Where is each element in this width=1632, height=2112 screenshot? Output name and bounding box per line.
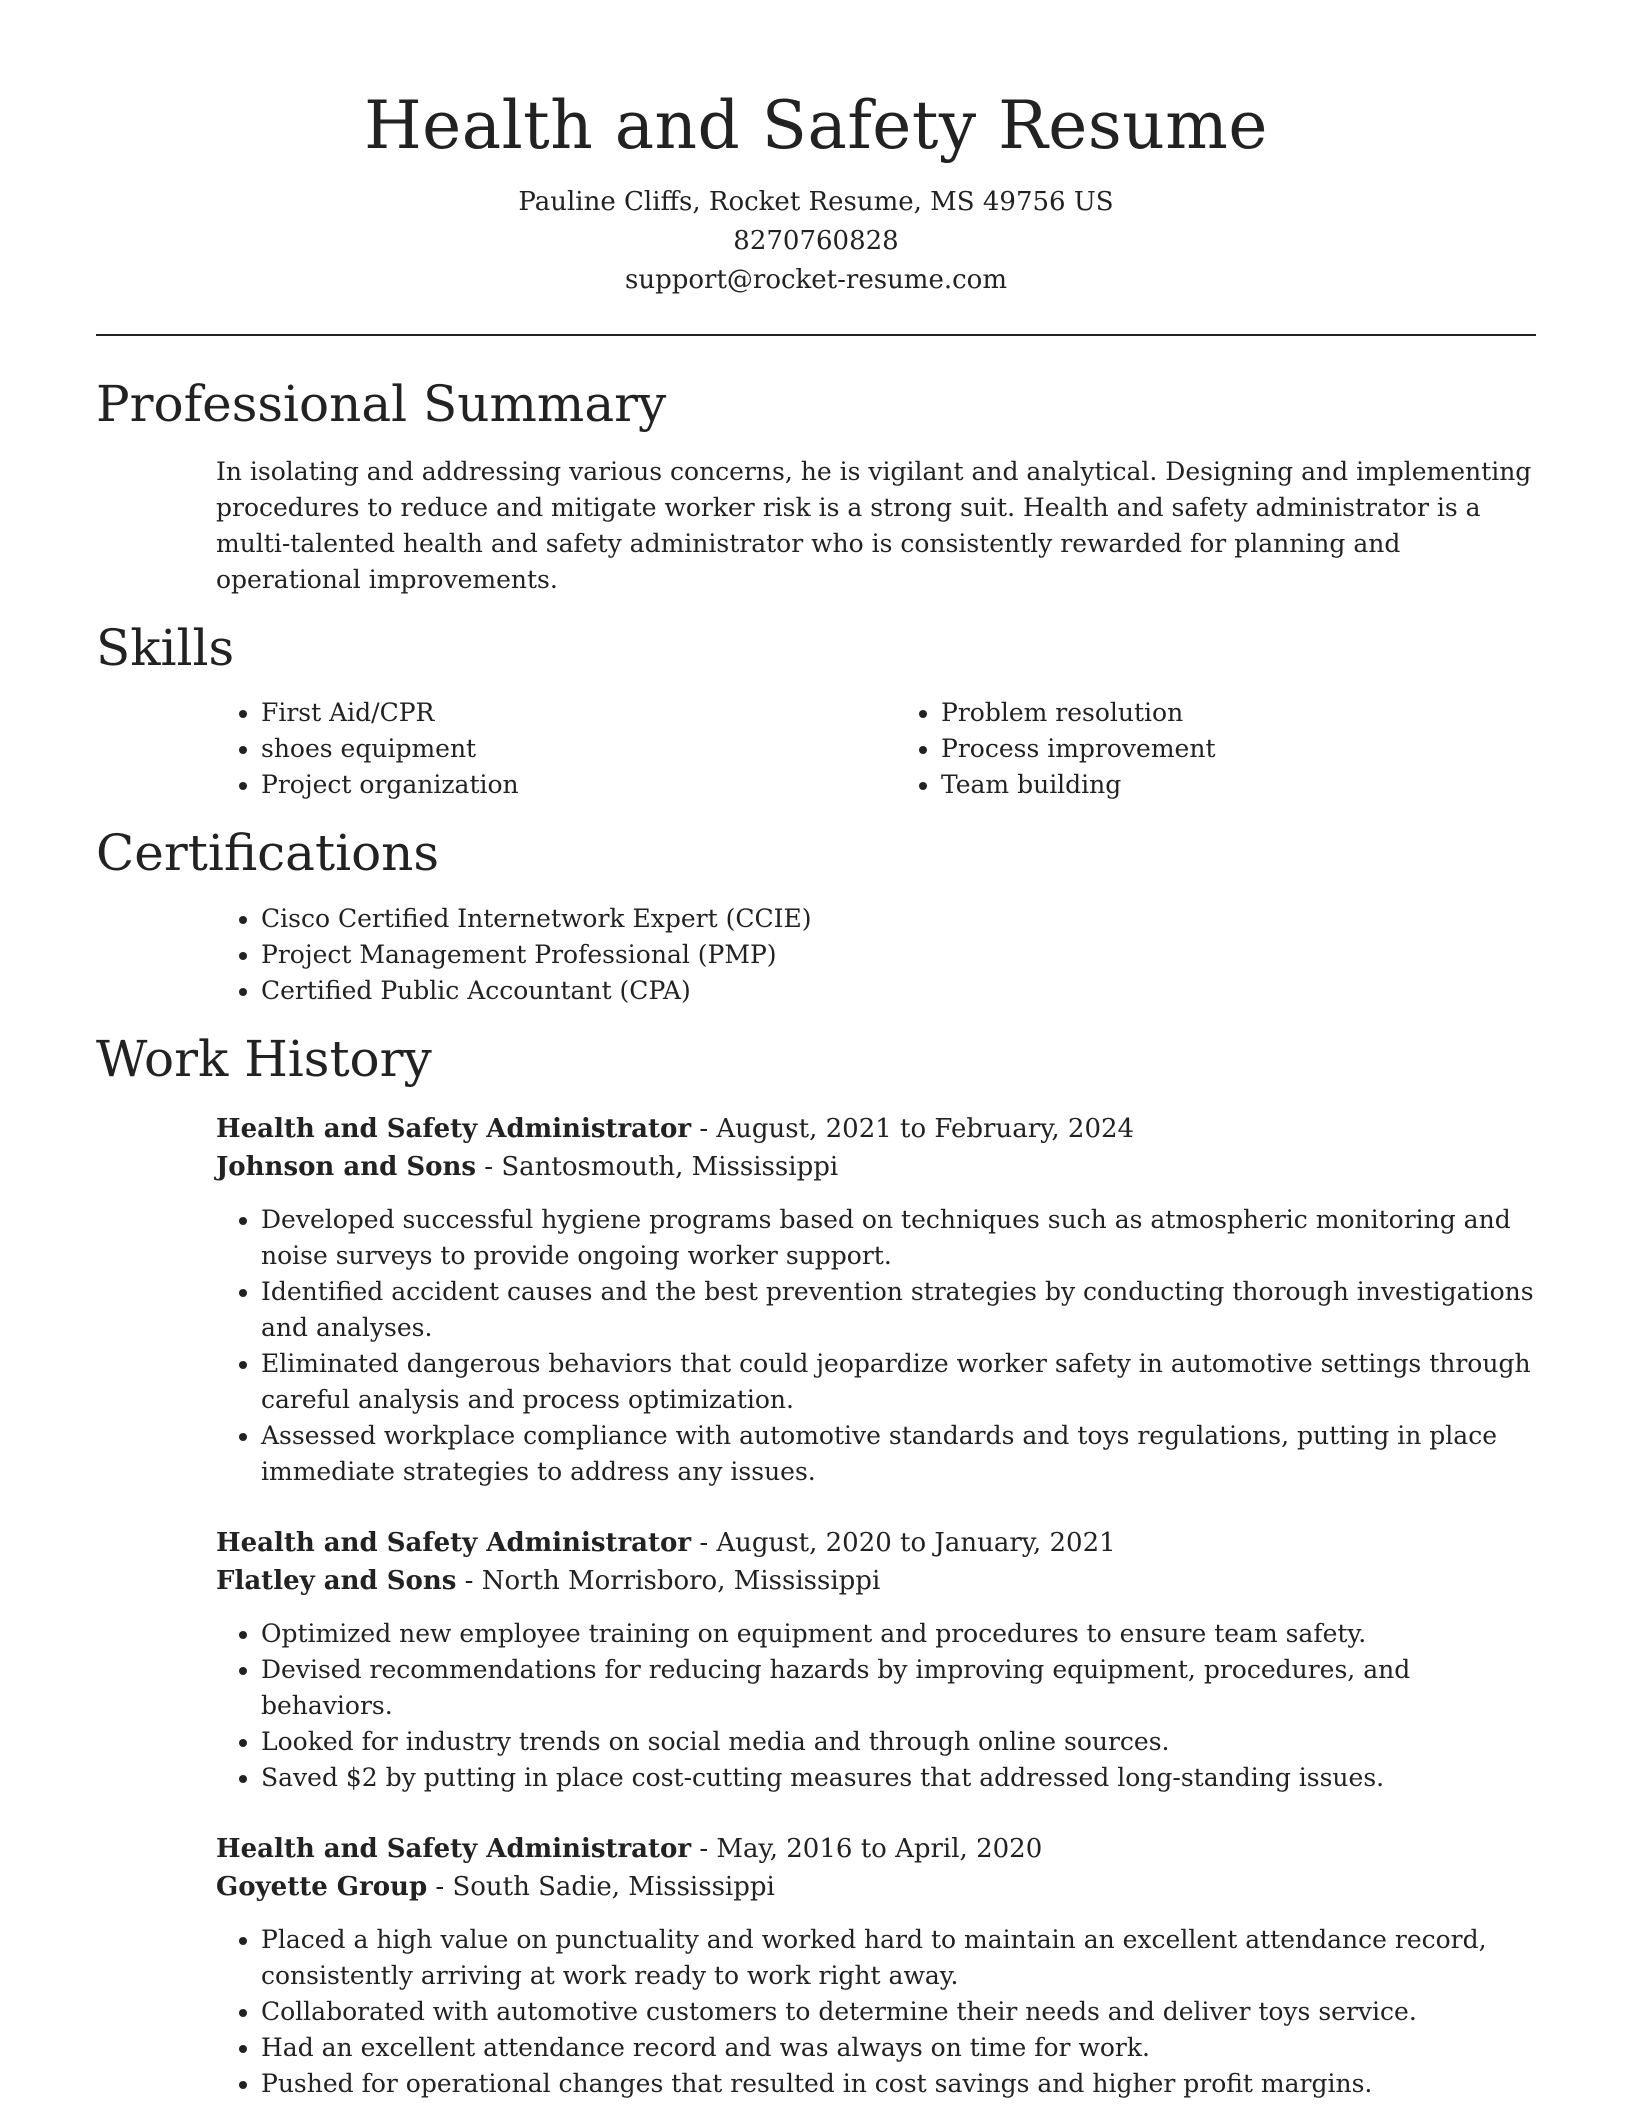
job-bullet: • Collaborated with automotive customers to determine their needs and deliver toys service. xyxy=(261,1994,1536,2030)
contact-email: support@rocket-resume.com xyxy=(624,265,1007,296)
skill-item: • First Aid/CPR xyxy=(261,695,856,731)
summary-section xyxy=(96,376,1536,598)
job-bullet: • Saved $2 by putting in place cost-cutting measures that addressed long-standing issues. xyxy=(261,1760,1536,1796)
job-bullet: • Looked for industry trends on social media and through online sources. xyxy=(261,1724,1536,1760)
certifications-section xyxy=(96,825,1536,1009)
contact-phone: 8270760828 xyxy=(733,226,899,257)
skills-section xyxy=(96,620,1536,804)
job-dates: - August, 2021 to February, 2024 xyxy=(691,1114,1135,1145)
job-title-line xyxy=(216,1524,1536,1562)
skills-heading: Skills xyxy=(96,618,235,677)
job-title: Health and Safety Administrator xyxy=(216,1834,692,1865)
job-bullet: • Pushed for operational changes that resulted in cost savings and higher profit margins. xyxy=(261,2066,1536,2102)
skills-list xyxy=(96,695,1536,803)
skill-item: • Project organization xyxy=(261,767,856,803)
job-bullets xyxy=(216,1202,1536,1490)
summary-heading: Professional Summary xyxy=(96,375,667,434)
contact-address: Pauline Cliffs, Rocket Resume, MS 49756 US xyxy=(518,187,1114,218)
job-location: - North Morrisboro, Mississippi xyxy=(456,1566,881,1597)
job-title: Health and Safety Administrator xyxy=(216,1114,692,1145)
work-history-section xyxy=(96,1031,1536,2103)
job-location: - Santosmouth, Mississippi xyxy=(476,1152,839,1183)
skills-column-right xyxy=(896,695,1536,803)
skill-item: • Team building xyxy=(941,767,1536,803)
summary-text: In isolating and addressing various concerns, he is vigilant and analytical. Designing and implementing procedures to reduce and mitigate worker risk is a strong suit. Health and safety administrator is a multi-talented health and safety administrator who is consistently rewarded for planning and operational improvements. xyxy=(216,456,1532,594)
resume-header xyxy=(96,0,1536,300)
header-divider xyxy=(96,334,1536,336)
certification-item: • Certified Public Accountant (CPA) xyxy=(261,973,1536,1009)
job-bullet: • Identified accident causes and the best prevention strategies by conducting thorough investigations and analyses. xyxy=(261,1274,1536,1346)
job-bullet: • Eliminated dangerous behaviors that could jeopardize worker safety in automotive settings through careful analysis and process optimization. xyxy=(261,1346,1536,1418)
job-dates: - August, 2020 to January, 2021 xyxy=(691,1528,1116,1559)
page-title: Health and Safety Resume xyxy=(364,87,1268,164)
job-company-line xyxy=(216,1148,1536,1186)
job-company: Goyette Group xyxy=(216,1872,428,1903)
job-company-line xyxy=(216,1868,1536,1906)
job-dates: - May, 2016 to April, 2020 xyxy=(691,1834,1043,1865)
work-history-heading: Work History xyxy=(96,1029,432,1088)
certification-item: • Project Management Professional (PMP) xyxy=(261,937,1536,973)
contact-info xyxy=(96,183,1536,300)
skill-item: • Process improvement xyxy=(941,731,1536,767)
job-bullet: • Devised recommendations for reducing hazards by improving equipment, procedures, and behaviors. xyxy=(261,1652,1536,1724)
certification-item: • Cisco Certified Internetwork Expert (CCIE) xyxy=(261,901,1536,937)
skills-column-left xyxy=(216,695,856,803)
certifications-list xyxy=(96,901,1536,1009)
skill-item: • Problem resolution xyxy=(941,695,1536,731)
skill-item: • shoes equipment xyxy=(261,731,856,767)
job-bullet: • Assessed workplace compliance with automotive standards and toys regulations, putting in place immediate strategies to address any issues. xyxy=(261,1418,1536,1490)
job-company: Johnson and Sons xyxy=(216,1152,477,1183)
job-bullet: • Developed successful hygiene programs based on techniques such as atmospheric monitoring and noise surveys to provide ongoing worker support. xyxy=(261,1202,1536,1274)
job-title: Health and Safety Administrator xyxy=(216,1528,692,1559)
job-bullet: • Placed a high value on punctuality and worked hard to maintain an excellent attendance record, consistently arriving at work ready to work right away. xyxy=(261,1922,1536,1994)
job-bullet: • Had an excellent attendance record and was always on time for work. xyxy=(261,2030,1536,2066)
job-company: Flatley and Sons xyxy=(216,1566,457,1597)
job-entry xyxy=(96,1110,1536,1490)
job-bullets xyxy=(216,1922,1536,2102)
certifications-heading: Certifications xyxy=(96,824,440,883)
job-location: - South Sadie, Mississippi xyxy=(427,1872,775,1903)
job-bullets xyxy=(216,1616,1536,1796)
job-bullet: • Optimized new employee training on equipment and procedures to ensure team safety. xyxy=(261,1616,1536,1652)
job-title-line xyxy=(216,1830,1536,1868)
job-title-line xyxy=(216,1110,1536,1148)
job-entry xyxy=(96,1830,1536,2102)
job-company-line xyxy=(216,1562,1536,1600)
job-entry xyxy=(96,1524,1536,1796)
